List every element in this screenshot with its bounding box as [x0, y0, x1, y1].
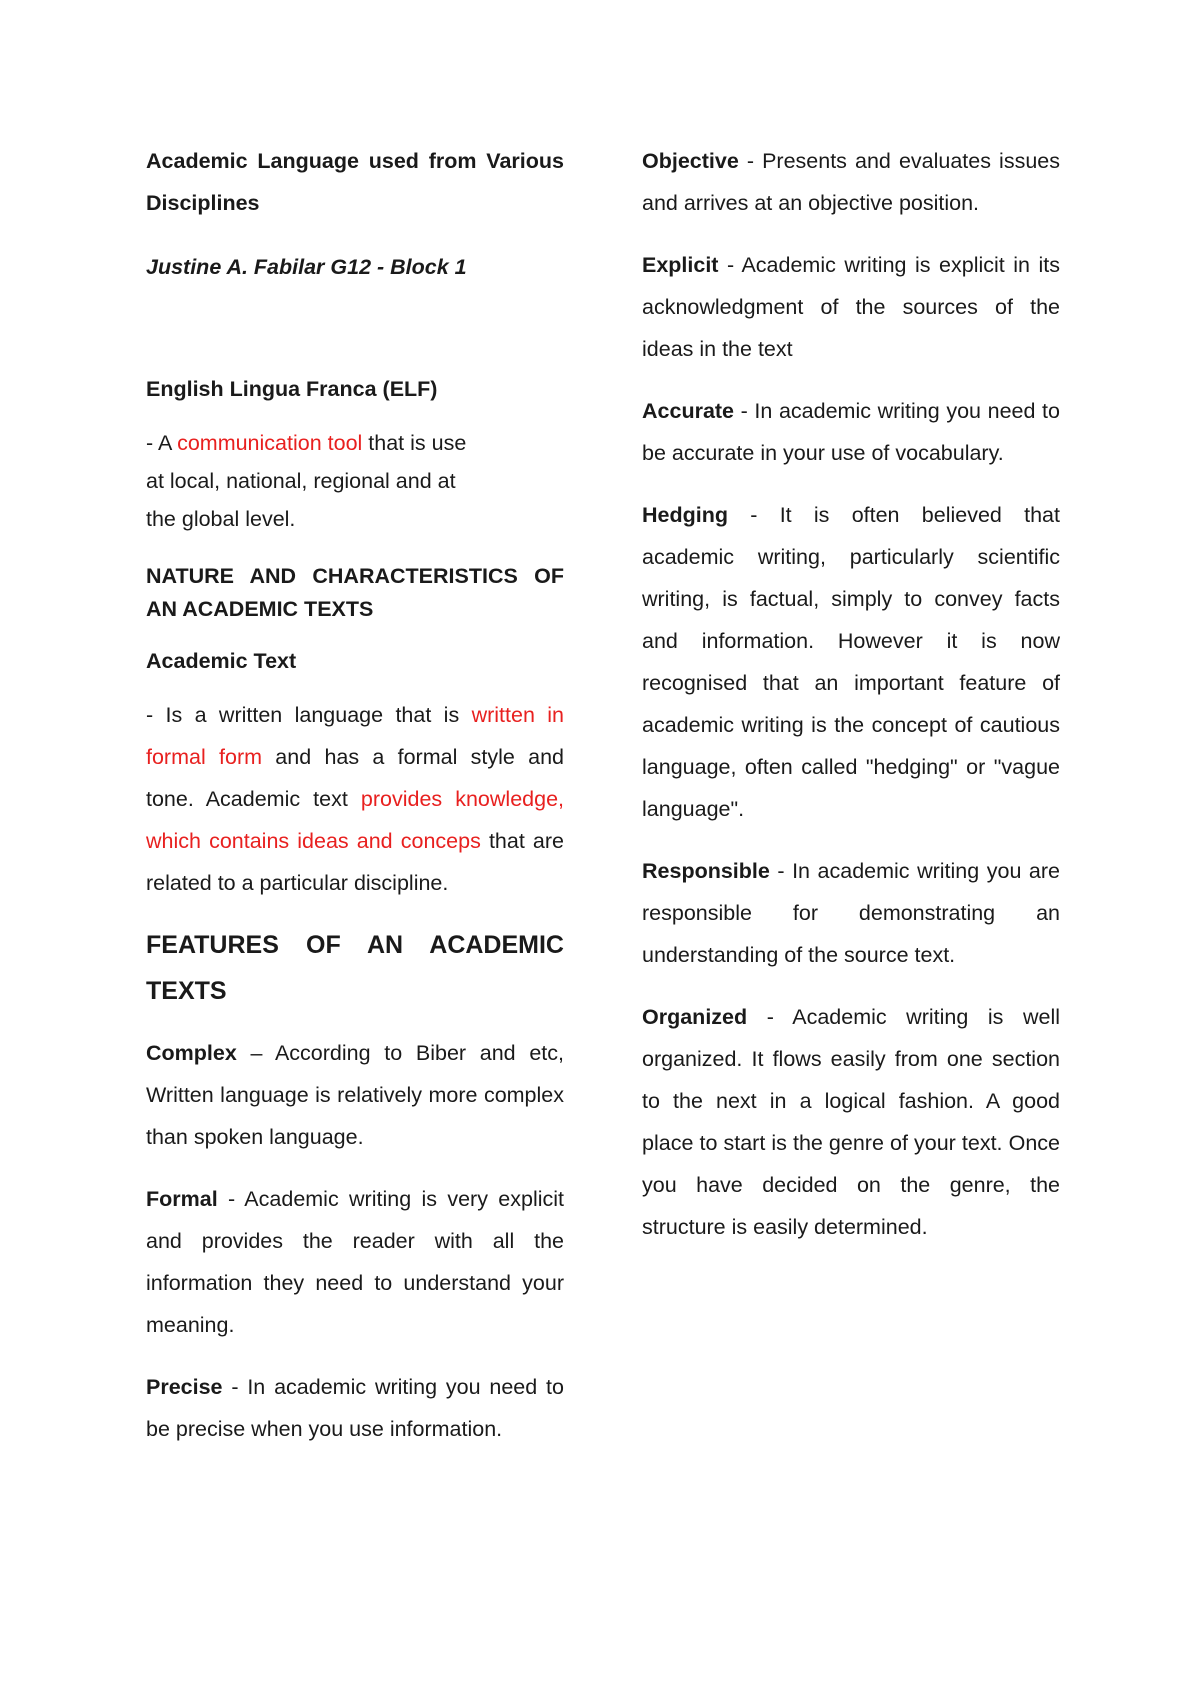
nature-heading: NATURE AND CHARACTERISTICS OF AN ACADEMIC TEXTS — [146, 564, 564, 621]
feature-item — [642, 244, 1060, 370]
elf-heading: English Lingua Franca (ELF) — [146, 377, 438, 401]
feature-desc: - In academic writing you are responsible for demonstrating an understanding of the source text. — [642, 859, 1060, 967]
features-list-left — [146, 1032, 564, 1450]
feature-desc: - Academic writing is very explicit and provides the reader with all the information they need to understand your meaning. — [146, 1187, 564, 1337]
elf-line-1 — [146, 424, 564, 462]
feature-term: Formal — [146, 1187, 218, 1211]
elf-text: that is use — [362, 431, 467, 455]
feature-item — [642, 140, 1060, 224]
feature-term: Explicit — [642, 253, 719, 277]
feature-item — [642, 850, 1060, 976]
feature-item — [642, 390, 1060, 474]
highlight-text: written in formal form — [146, 703, 564, 769]
highlight-text: communication tool — [177, 431, 363, 455]
feature-item — [642, 494, 1060, 830]
feature-desc: - Academic writing is well organized. It flows easily from one section to the next in a logical fashion. A good place to start is the genre of your text. Once you have decided on the genre, the structure is easily determined. — [642, 1005, 1060, 1239]
author-line: Justine A. Fabilar G12 - Block 1 — [146, 255, 467, 279]
features-heading: FEATURES OF AN ACADEMIC TEXTS — [146, 931, 564, 1005]
feature-desc: - In academic writing you need to be precise when you use information. — [146, 1375, 564, 1441]
features-list-right — [642, 140, 1060, 1248]
elf-paragraph — [146, 424, 564, 538]
body-text: and has a formal style and tone. Academic text — [146, 745, 564, 811]
left-column — [146, 140, 564, 1450]
feature-term: Hedging — [642, 503, 728, 527]
feature-item — [146, 1178, 564, 1346]
feature-desc: - In academic writing you need to be accurate in your use of vocabulary. — [642, 399, 1060, 465]
document-title: Academic Language used from Various Disciplines — [146, 149, 564, 215]
feature-item — [146, 1366, 564, 1450]
body-text: - Is a written language that is — [146, 703, 472, 727]
feature-desc: - It is often believed that academic writing, particularly scientific writing, is factual, simply to convey facts and information. However it is now recognised that an important feature of academic writing is the concept of cautious language, often called "hedging" or "vague language". — [642, 503, 1060, 821]
right-column — [642, 140, 1060, 1248]
feature-term: Responsible — [642, 859, 770, 883]
highlight-text: provides knowledge, which contains ideas and conceps — [146, 787, 564, 853]
feature-term: Objective — [642, 149, 739, 173]
feature-term: Complex — [146, 1041, 237, 1065]
elf-line-2: at local, national, regional and at — [146, 469, 456, 493]
feature-desc: - Academic writing is explicit in its acknowledgment of the sources of the ideas in the text — [642, 253, 1060, 361]
feature-term: Organized — [642, 1005, 748, 1029]
feature-item — [642, 996, 1060, 1248]
academic-text-paragraph — [146, 694, 564, 904]
feature-term: Precise — [146, 1375, 223, 1399]
academic-text-heading: Academic Text — [146, 649, 297, 673]
elf-text: - A — [146, 431, 178, 455]
elf-line-3: the global level. — [146, 507, 296, 531]
feature-item — [146, 1032, 564, 1158]
feature-desc: - Presents and evaluates issues and arrives at an objective position. — [642, 149, 1060, 215]
body-text: that are related to a particular discipline. — [146, 829, 564, 895]
feature-desc: – According to Biber and etc, Written language is relatively more complex than spoken language. — [146, 1041, 564, 1149]
feature-term: Accurate — [642, 399, 735, 423]
